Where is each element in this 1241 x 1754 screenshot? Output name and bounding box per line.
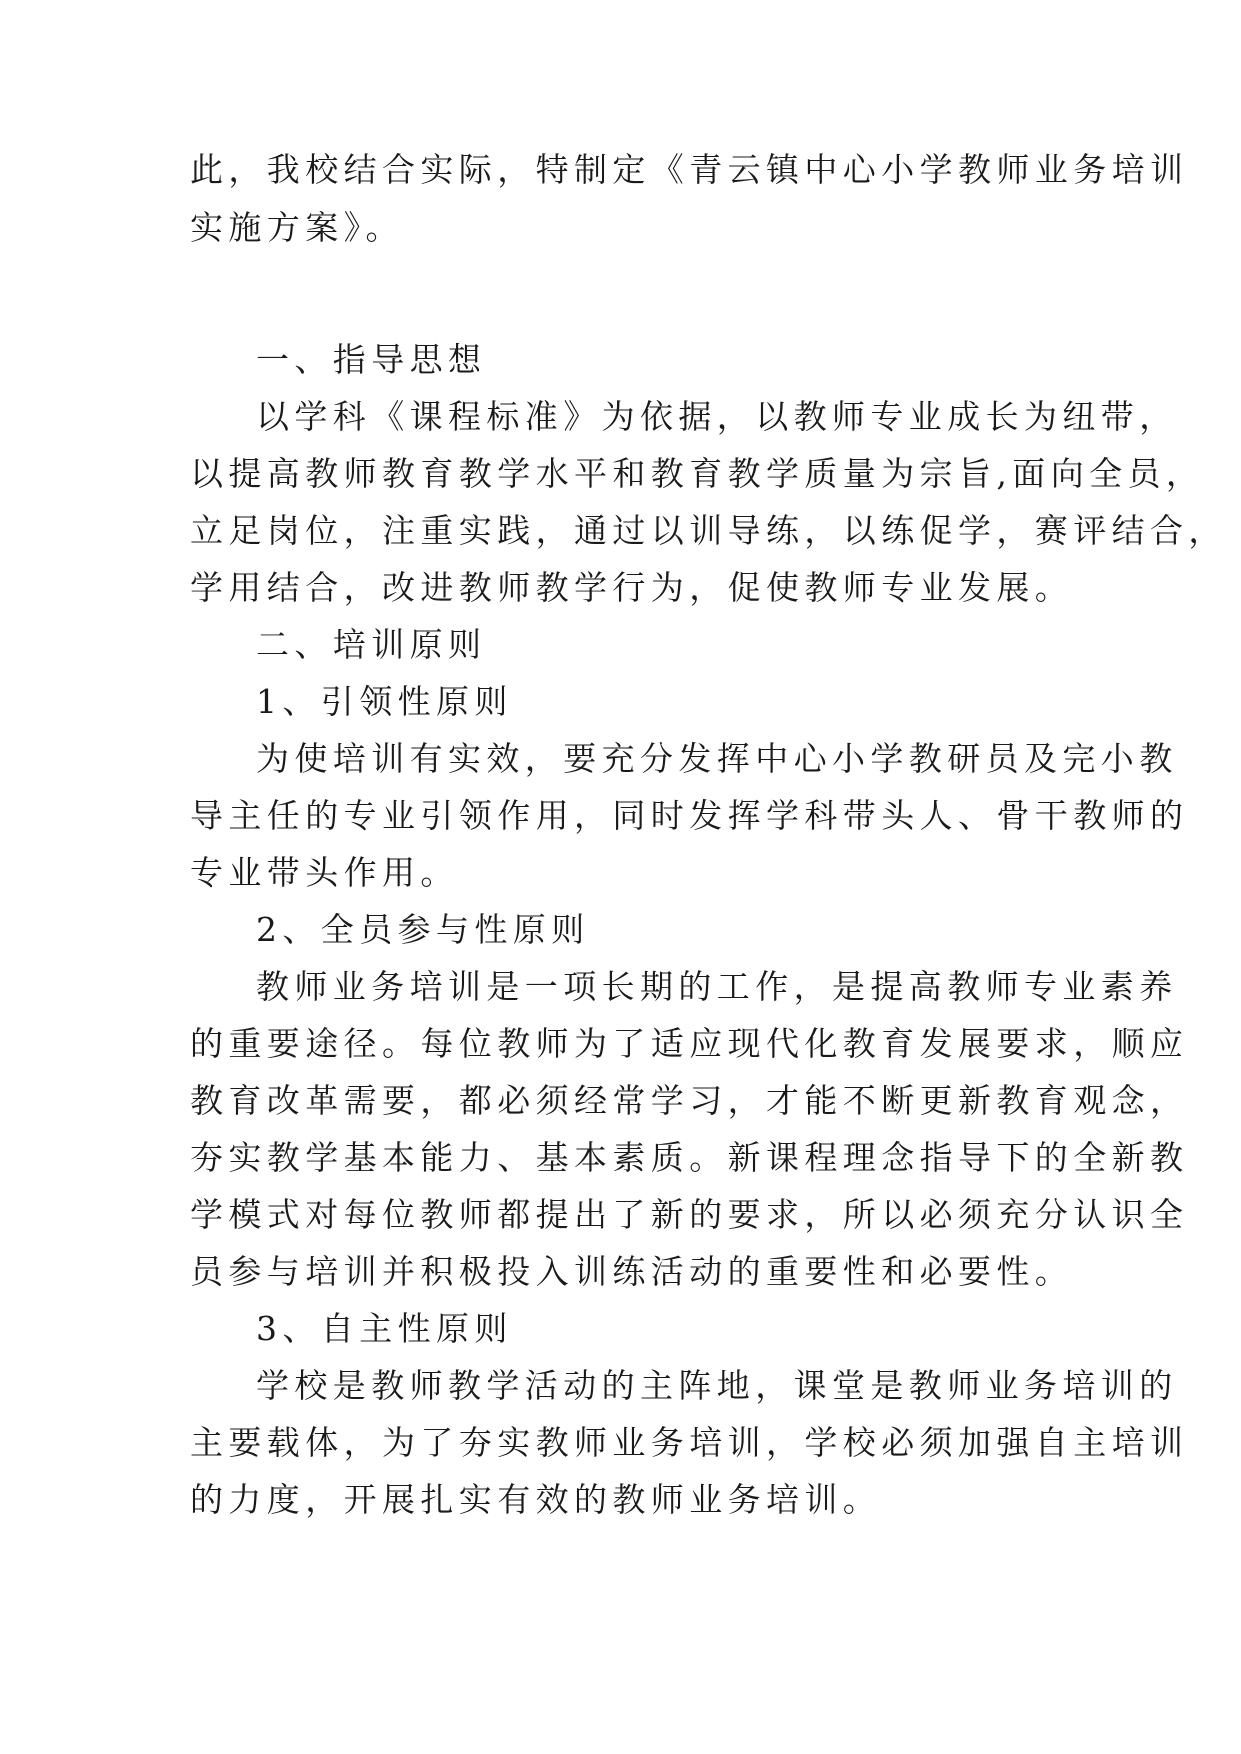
principle-2-line-4: 夯实教学基本能力、基本素质。新课程理念指导下的全新教 [190,1138,1189,1177]
section-1-line-3: 立足岗位，注重实践，通过以训导练，以练促学，赛评结合， [190,511,1227,550]
principle-2-line-3: 教育改革需要，都必须经常学习，才能不断更新教育观念， [190,1081,1189,1120]
section-1-heading: 一、指导思想 [256,340,487,379]
principle-3-line-2: 主要载体，为了夯实教师业务培训，学校必须加强自主培训 [190,1423,1189,1462]
principle-2-line-5: 学模式对每位教师都提出了新的要求，所以必须充分认识全 [190,1195,1189,1234]
principle-2-line-1: 教师业务培训是一项长期的工作，是提高教师专业素养 [256,967,1178,1006]
principle-2-line-2: 的重要途径。每位教师为了适应现代化教育发展要求，顺应 [190,1024,1189,1063]
intro-line-1: 此，我校结合实际，特制定《青云镇中心小学教师业务培训 [190,150,1189,189]
principle-3-line-3: 的力度，开展扎实有效的教师业务培训。 [190,1480,882,1519]
principle-3-line-1: 学校是教师教学活动的主阵地，课堂是教师业务培训的 [256,1366,1178,1405]
section-1-line-1: 以学科《课程标准》为依据，以教师专业成长为纽带， [256,397,1178,436]
principle-2-line-6: 员参与培训并积极投入训练活动的重要性和必要性。 [190,1252,1074,1291]
principle-1-line-2: 导主任的专业引领作用，同时发挥学科带头人、骨干教师的 [190,796,1189,835]
section-1-line-2: 以提高教师教育教学水平和教育教学质量为宗旨,面向全员， [190,454,1205,493]
principle-1-line-1: 为使培训有实效，要充分发挥中心小学教研员及完小教 [256,739,1178,778]
principle-2-heading: 2、全员参与性原则 [256,910,590,949]
principle-1-line-3: 专业带头作用。 [190,853,459,892]
intro-line-2: 实施方案》。 [190,208,404,247]
principle-3-heading: 3、自主性原则 [256,1309,513,1348]
section-2-heading: 二、培训原则 [256,625,487,664]
principle-1-heading: 1、引领性原则 [256,682,513,721]
section-1-line-4: 学用结合，改进教师教学行为，促使教师专业发展。 [190,568,1074,607]
